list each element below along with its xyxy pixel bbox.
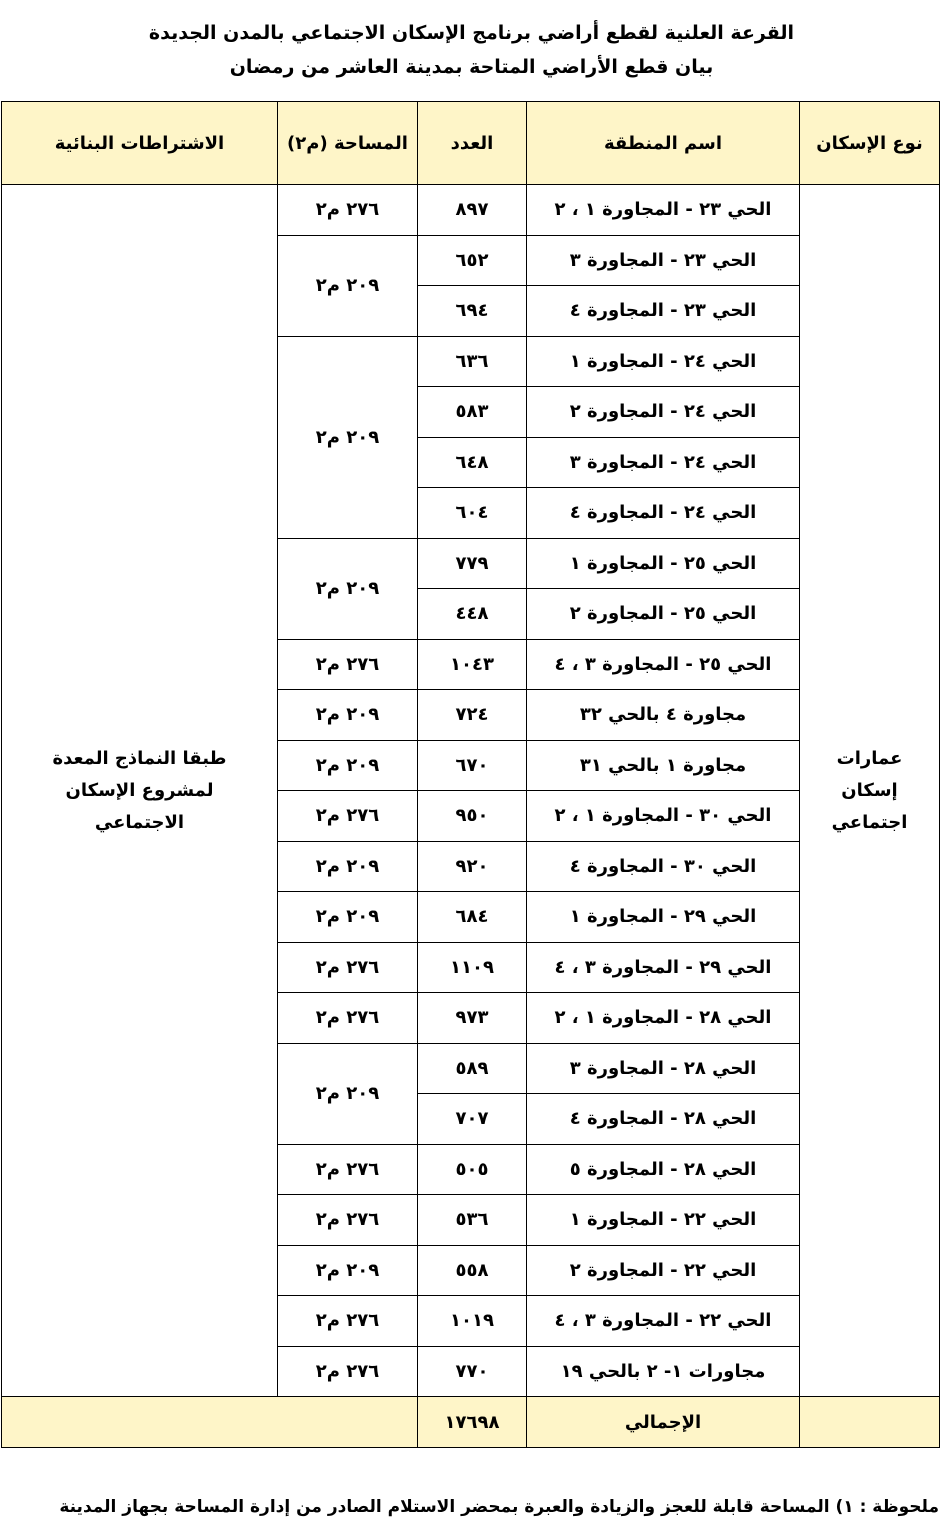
count-cell: ٦٨٤	[418, 892, 527, 943]
header-conditions: الاشتراطات البنائية	[2, 102, 278, 185]
area-name-cell: الحي ٢٨ - المجاورة ١ ، ٢	[527, 993, 800, 1044]
space-cell: ٢٠٩ م٢	[278, 740, 418, 791]
land-plots-table	[1, 101, 940, 1448]
space-cell: ٢٠٩ م٢	[278, 235, 418, 336]
area-name-cell: الحي ٢٩ - المجاورة ١	[527, 892, 800, 943]
area-name-cell: الحي ٢٢ - المجاورة ١	[527, 1195, 800, 1246]
space-cell: ٢٠٩ م٢	[278, 336, 418, 538]
area-name-cell: مجاورات ١- ٢ بالحي ١٩	[527, 1346, 800, 1397]
space-cell: ٢٧٦ م٢	[278, 942, 418, 993]
total-empty-cell	[800, 1397, 940, 1448]
area-name-cell: الحي ٢٢ - المجاورة ٢	[527, 1245, 800, 1296]
count-cell: ٦٠٤	[418, 488, 527, 539]
area-name-cell: الحي ٢٨ - المجاورة ٤	[527, 1094, 800, 1145]
area-name-cell: الحي ٢٣ - المجاورة ٣	[527, 235, 800, 286]
area-name-cell: الحي ٢٤ - المجاورة ٤	[527, 488, 800, 539]
count-cell: ٥٨٩	[418, 1043, 527, 1094]
space-cell: ٢٧٦ م٢	[278, 1296, 418, 1347]
count-cell: ٥٨٣	[418, 387, 527, 438]
area-name-cell: الحي ٢٤ - المجاورة ٢	[527, 387, 800, 438]
housing-type-cell: عمارات إسكان اجتماعي	[800, 185, 940, 1397]
space-cell: ٢٧٦ م٢	[278, 1346, 418, 1397]
count-cell: ٥٣٦	[418, 1195, 527, 1246]
count-cell: ٧٠٧	[418, 1094, 527, 1145]
total-row	[2, 1397, 940, 1448]
document-title: القرعة العلنية لقطع أراضي برنامج الإسكان الاجتماعي بالمدن الجديدة	[148, 22, 795, 44]
header-count: العدد	[418, 102, 527, 185]
total-empty-cell	[2, 1397, 418, 1448]
conditions-cell: طبقا النماذج المعدة لمشروع الإسكان الاجتماعي	[2, 185, 278, 1397]
space-cell: ٢٧٦ م٢	[278, 185, 418, 236]
header-area-name: اسم المنطقة	[527, 102, 800, 185]
space-cell: ٢٧٦ م٢	[278, 791, 418, 842]
count-cell: ١٠١٩	[418, 1296, 527, 1347]
area-name-cell: الحي ٢٩ - المجاورة ٣ ، ٤	[527, 942, 800, 993]
space-cell: ٢٠٩ م٢	[278, 1245, 418, 1296]
space-cell: ٢٠٩ م٢	[278, 538, 418, 639]
area-name-cell: الحي ٢٥ - المجاورة ١	[527, 538, 800, 589]
table-row	[2, 185, 940, 236]
count-cell: ٦٩٤	[418, 286, 527, 337]
space-cell: ٢٠٩ م٢	[278, 841, 418, 892]
document-subtitle: بيان قطع الأراضي المتاحة بمدينة العاشر من رمضان	[229, 56, 714, 78]
area-name-cell: الحي ٣٠ - المجاورة ٤	[527, 841, 800, 892]
count-cell: ٤٤٨	[418, 589, 527, 640]
area-name-cell: الحي ٢٨ - المجاورة ٥	[527, 1144, 800, 1195]
table-header-row	[2, 102, 940, 185]
area-name-cell: الحي ٢٢ - المجاورة ٣ ، ٤	[527, 1296, 800, 1347]
count-cell: ٦٣٦	[418, 336, 527, 387]
count-cell: ٦٧٠	[418, 740, 527, 791]
header-housing-type: نوع الإسكان	[800, 102, 940, 185]
count-cell: ٩٧٣	[418, 993, 527, 1044]
space-cell: ٢٠٩ م٢	[278, 892, 418, 943]
count-cell: ٧٧٠	[418, 1346, 527, 1397]
table-body	[2, 185, 940, 1397]
area-name-cell: الحي ٢٨ - المجاورة ٣	[527, 1043, 800, 1094]
count-cell: ٩٥٠	[418, 791, 527, 842]
area-name-cell: الحي ٢٥ - المجاورة ٢	[527, 589, 800, 640]
space-cell: ٢٧٦ م٢	[278, 639, 418, 690]
count-cell: ٩٢٠	[418, 841, 527, 892]
area-name-cell: الحي ٣٠ - المجاورة ١ ، ٢	[527, 791, 800, 842]
total-count: ١٧٦٩٨	[418, 1397, 527, 1448]
space-cell: ٢٧٦ م٢	[278, 1195, 418, 1246]
count-cell: ٥٥٨	[418, 1245, 527, 1296]
space-cell: ٢٧٦ م٢	[278, 993, 418, 1044]
space-cell: ٢٧٦ م٢	[278, 1144, 418, 1195]
area-name-cell: الحي ٢٤ - المجاورة ٣	[527, 437, 800, 488]
area-name-cell: الحي ٢٣ - المجاورة ١ ، ٢	[527, 185, 800, 236]
count-cell: ٧٢٤	[418, 690, 527, 741]
count-cell: ٦٤٨	[418, 437, 527, 488]
count-cell: ١٠٤٣	[418, 639, 527, 690]
space-cell: ٢٠٩ م٢	[278, 1043, 418, 1144]
count-cell: ٨٩٧	[418, 185, 527, 236]
area-name-cell: الحي ٢٥ - المجاورة ٣ ، ٤	[527, 639, 800, 690]
count-cell: ٦٥٢	[418, 235, 527, 286]
area-name-cell: الحي ٢٣ - المجاورة ٤	[527, 286, 800, 337]
count-cell: ١١٠٩	[418, 942, 527, 993]
area-name-cell: الحي ٢٤ - المجاورة ١	[527, 336, 800, 387]
total-label: الإجمالي	[527, 1397, 800, 1448]
footnote: ملحوظة : ١) المساحة قابلة للعجز والزيادة والعبرة بمحضر الاستلام الصادر من إدارة المساحة بجهاز المدينة	[59, 1497, 939, 1517]
area-name-cell: مجاورة ٤ بالحي ٣٢	[527, 690, 800, 741]
header-space: المساحة (م٢)	[278, 102, 418, 185]
area-name-cell: مجاورة ١ بالحي ٣١	[527, 740, 800, 791]
count-cell: ٧٧٩	[418, 538, 527, 589]
space-cell: ٢٠٩ م٢	[278, 690, 418, 741]
count-cell: ٥٠٥	[418, 1144, 527, 1195]
